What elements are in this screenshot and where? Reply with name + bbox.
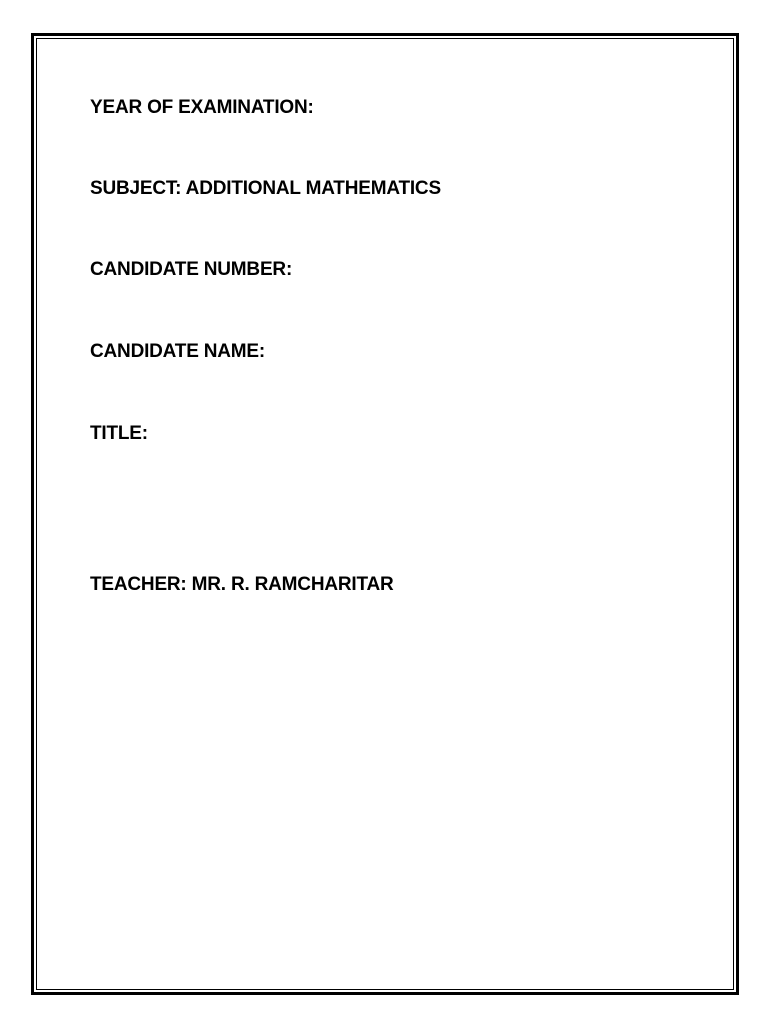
year-of-examination-field: YEAR OF EXAMINATION: [90, 97, 314, 118]
candidate-name-field: CANDIDATE NAME: [90, 341, 266, 362]
teacher-field: TEACHER: MR. R. RAMCHARITAR [90, 574, 394, 595]
subject-field: SUBJECT: ADDITIONAL MATHEMATICS [90, 178, 441, 199]
candidate-number-field: CANDIDATE NUMBER: [90, 259, 293, 280]
title-field: TITLE: [90, 423, 148, 444]
